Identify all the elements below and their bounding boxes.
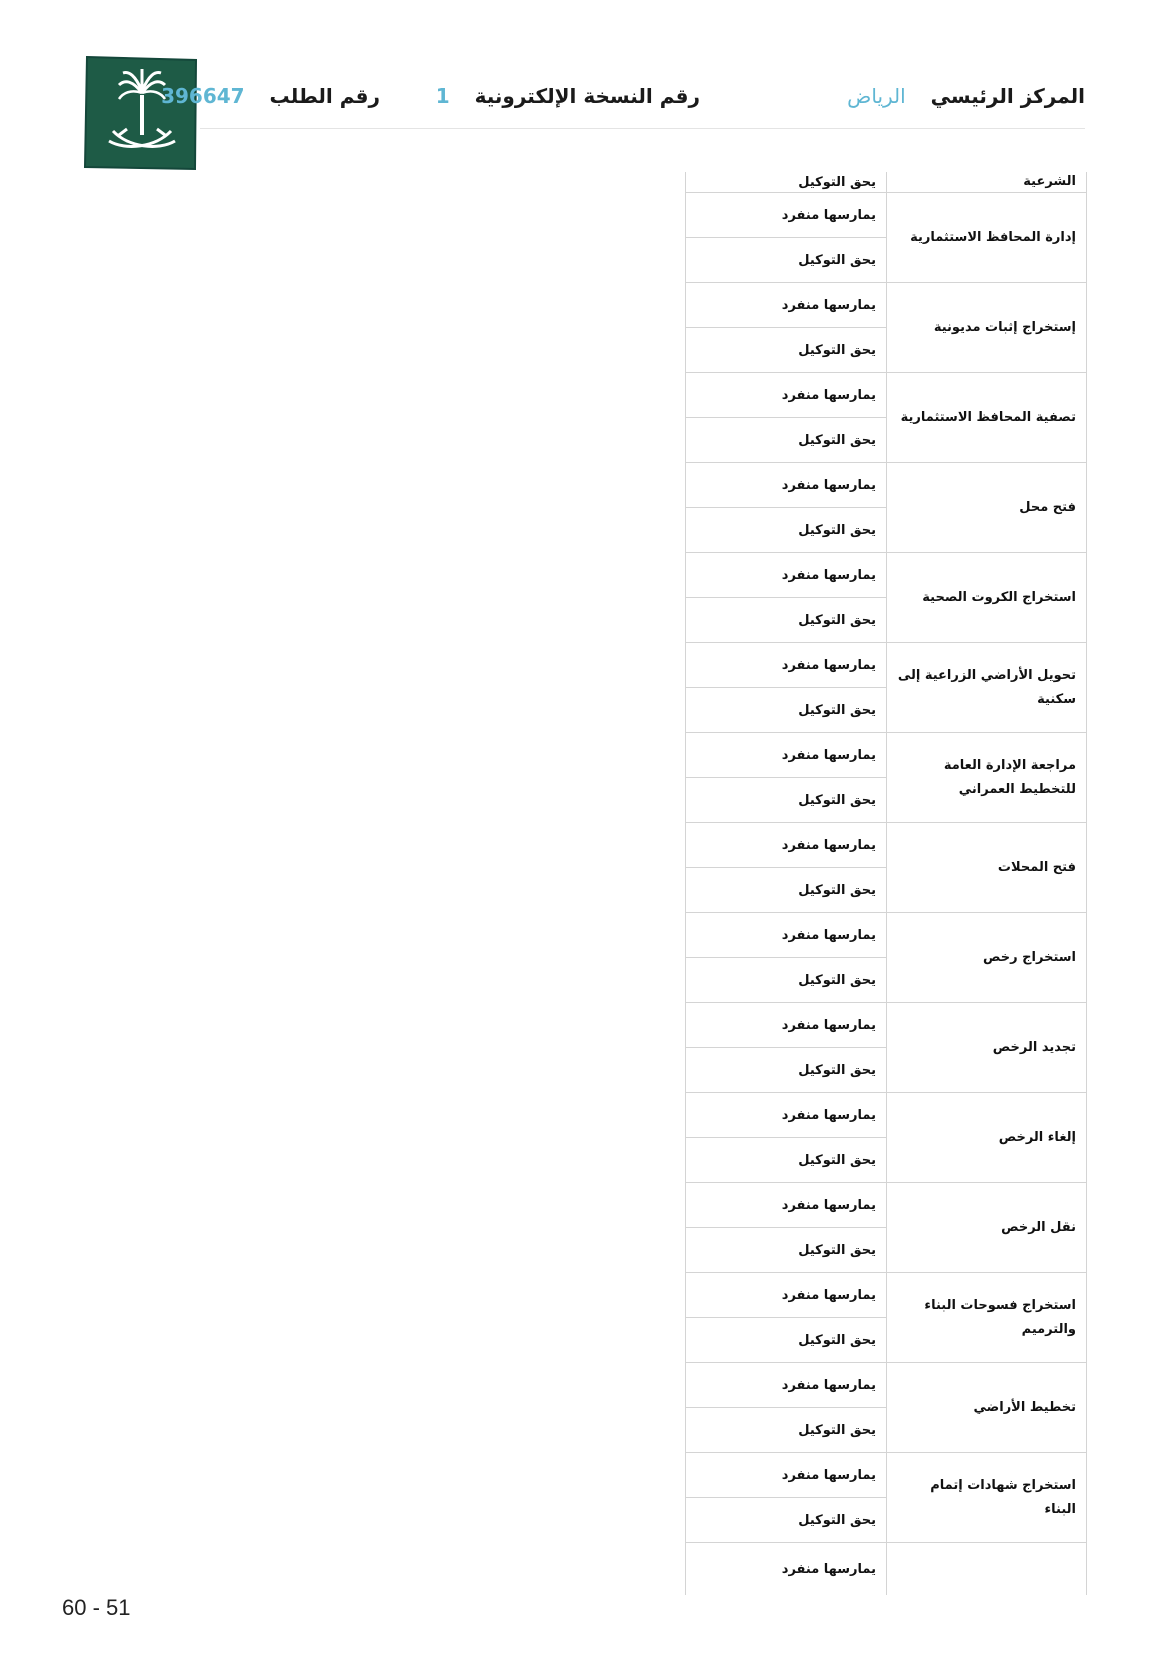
power-label: استخراج رخص: [886, 913, 1086, 1002]
exercise-alone-value: يمارسها منفرد: [686, 553, 886, 598]
exercise-alone-value: يمارسها منفرد: [781, 1561, 876, 1577]
table-row: [686, 1363, 1086, 1453]
power-label: استخراج فسوحات البناء والترميم: [886, 1273, 1086, 1362]
exercise-alone-value: يمارسها منفرد: [686, 1273, 886, 1318]
exercise-alone-value: يمارسها منفرد: [686, 1363, 886, 1408]
table-row: [686, 373, 1086, 463]
table-row: [686, 643, 1086, 733]
power-label: فتح المحلات: [886, 823, 1086, 912]
delegate-right-value: يحق التوكيل: [798, 972, 876, 988]
exercise-alone-value: يمارسها منفرد: [686, 283, 886, 328]
table-row: [686, 1003, 1086, 1093]
electronic-copy-value: 1: [435, 84, 450, 108]
request-number-label: رقم الطلب: [269, 84, 380, 108]
main-center-value: الرياض: [847, 84, 906, 108]
delegate-right-value: يحق التوكيل: [798, 522, 876, 538]
exercise-alone-value: يمارسها منفرد: [686, 1093, 886, 1138]
delegate-right-value: يحق التوكيل: [798, 1242, 876, 1258]
power-label: تخطيط الأراضي: [886, 1363, 1086, 1452]
request-number-value: 396647: [161, 84, 245, 108]
table-row: [686, 172, 1086, 193]
saudi-emblem-logo: [83, 55, 200, 172]
delegate-right-value: يحق التوكيل: [798, 702, 876, 718]
power-label: الشرعية: [886, 172, 1086, 192]
table-row: [686, 193, 1086, 283]
table-row: [686, 913, 1086, 1003]
delegate-right-value: يحق التوكيل: [798, 1062, 876, 1078]
power-label: نقل الرخص: [886, 1183, 1086, 1272]
power-label: إستخراج إثبات مديونية: [886, 283, 1086, 372]
delegate-right-value: يحق التوكيل: [798, 1152, 876, 1168]
delegate-right-value: يحق التوكيل: [798, 612, 876, 628]
exercise-alone-value: يمارسها منفرد: [686, 193, 886, 238]
main-center-field: [847, 84, 1085, 108]
exercise-alone-value: يمارسها منفرد: [686, 913, 886, 958]
delegate-right-value: يحق التوكيل: [798, 882, 876, 898]
power-label: تجديد الرخص: [886, 1003, 1086, 1092]
delegate-right-value: يحق التوكيل: [798, 432, 876, 448]
table-row: [686, 553, 1086, 643]
exercise-alone-value: يمارسها منفرد: [686, 643, 886, 688]
power-label: استخراج شهادات إتمام البناء: [886, 1453, 1086, 1542]
power-label: إلغاء الرخص: [886, 1093, 1086, 1182]
request-number-field: [161, 84, 380, 108]
document-header: [161, 78, 1085, 129]
exercise-alone-value: يمارسها منفرد: [686, 1453, 886, 1498]
power-permission: يحق التوكيل: [798, 174, 876, 190]
exercise-alone-value: يمارسها منفرد: [686, 1003, 886, 1048]
delegate-right-value: يحق التوكيل: [798, 1332, 876, 1348]
powers-table: [685, 172, 1087, 1595]
table-row: [686, 1453, 1086, 1543]
power-label: مراجعة الإدارة العامة للتخطيط العمراني: [886, 733, 1086, 822]
table-row: [686, 1273, 1086, 1363]
table-row: [686, 1093, 1086, 1183]
table-row: [686, 733, 1086, 823]
delegate-right-value: يحق التوكيل: [798, 1512, 876, 1528]
power-label: تحويل الأراضي الزراعية إلى سكنية: [886, 643, 1086, 732]
power-label-empty: [886, 1543, 1086, 1595]
exercise-alone-value: يمارسها منفرد: [686, 373, 886, 418]
exercise-alone-value: يمارسها منفرد: [686, 1183, 886, 1228]
delegate-right-value: يحق التوكيل: [798, 1422, 876, 1438]
delegate-right-value: يحق التوكيل: [798, 252, 876, 268]
power-label: استخراج الكروت الصحية: [886, 553, 1086, 642]
delegate-right-value: يحق التوكيل: [798, 792, 876, 808]
table-row: [686, 823, 1086, 913]
table-row: [686, 1543, 1086, 1595]
exercise-alone-value: يمارسها منفرد: [686, 463, 886, 508]
exercise-alone-value: يمارسها منفرد: [686, 823, 886, 868]
main-center-label: المركز الرئيسي: [930, 84, 1085, 108]
table-row: [686, 1183, 1086, 1273]
power-label: فتح محل: [886, 463, 1086, 552]
power-label: إدارة المحافظ الاستثمارية: [886, 193, 1086, 282]
page-number: 60 - 51: [62, 1595, 131, 1620]
power-label: تصفية المحافظ الاستثمارية: [886, 373, 1086, 462]
exercise-alone-value: يمارسها منفرد: [686, 733, 886, 778]
table-row: [686, 283, 1086, 373]
table-row: [686, 463, 1086, 553]
delegate-right-value: يحق التوكيل: [798, 342, 876, 358]
electronic-copy-field: [436, 84, 700, 108]
electronic-copy-label: رقم النسخة الإلكترونية: [474, 84, 700, 108]
